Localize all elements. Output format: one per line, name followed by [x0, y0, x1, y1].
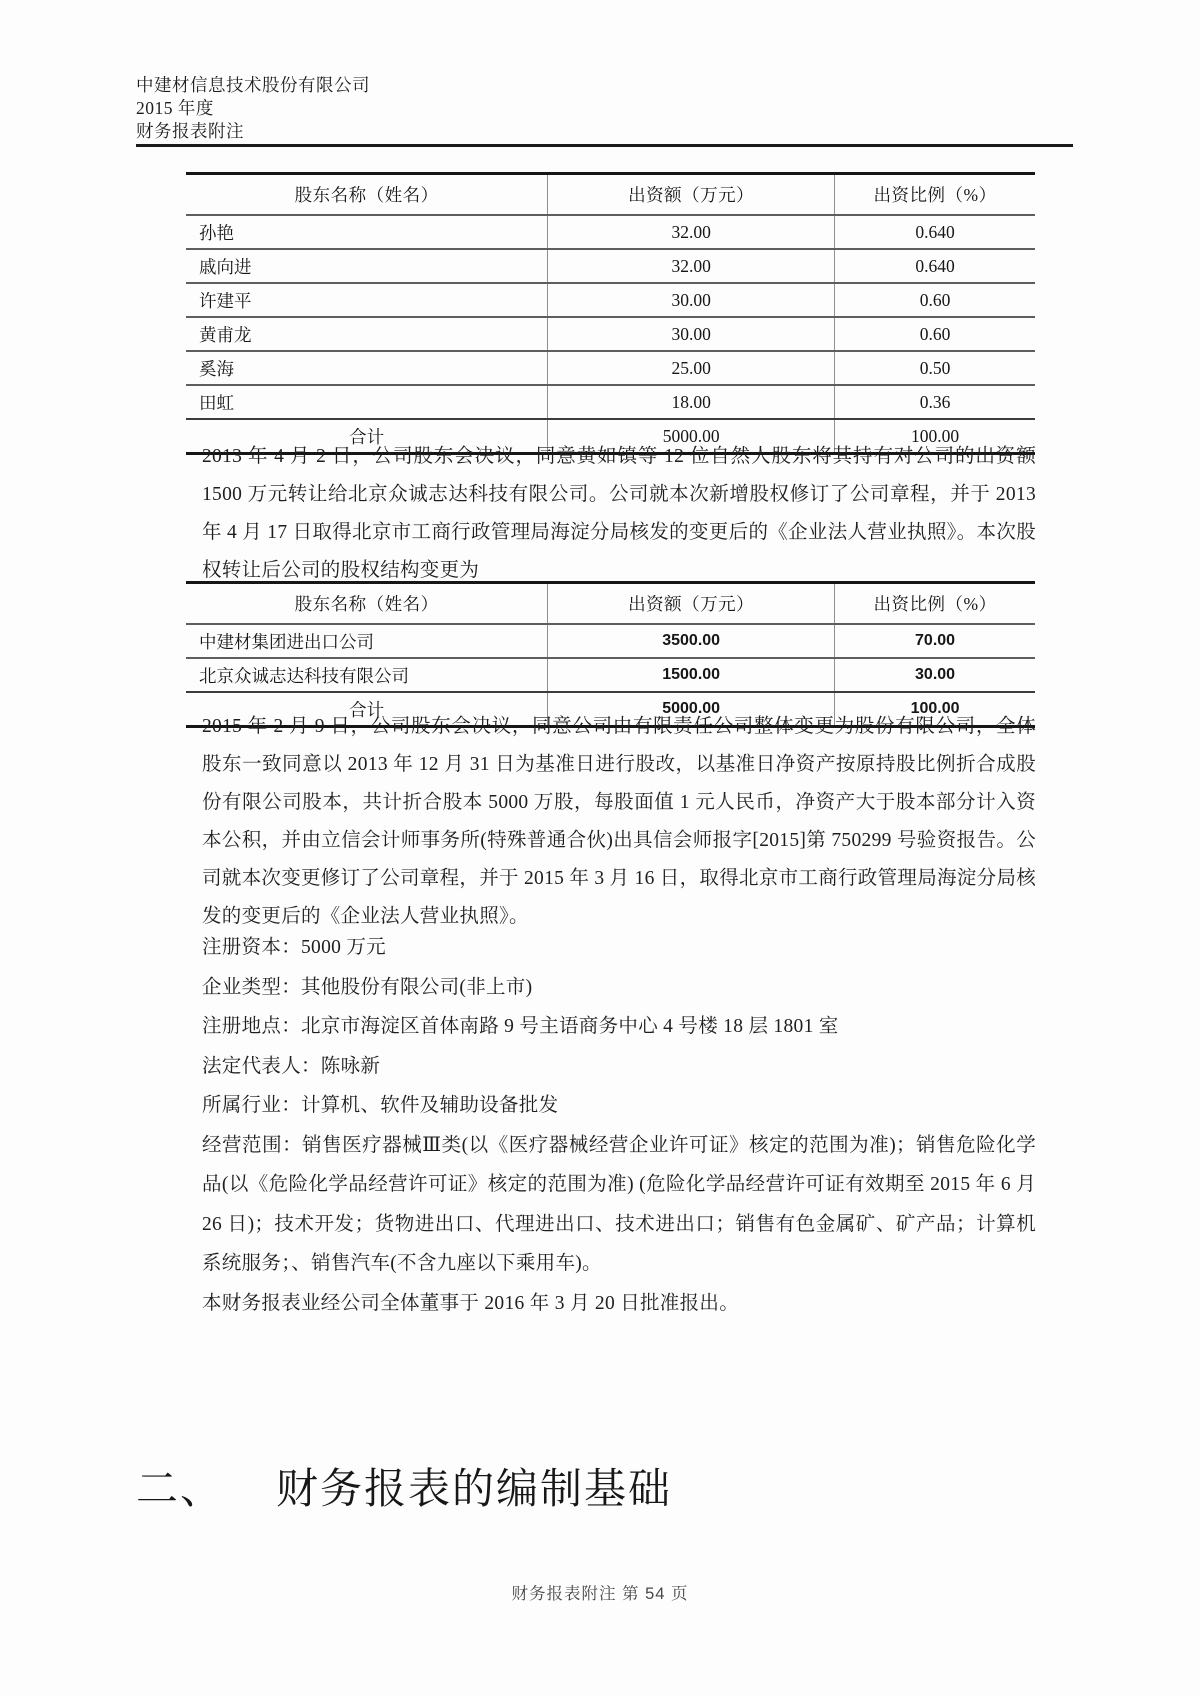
table-row — [186, 317, 1035, 351]
company-registration-info — [202, 928, 1036, 1323]
total-amount: 5000.00 — [548, 419, 835, 454]
col-header-contribution-amount: 出资额（万元） — [548, 583, 835, 625]
shareholder-name: 田虹 — [186, 385, 548, 419]
col-header-shareholder-name: 股东名称（姓名） — [186, 174, 548, 216]
shareholder-table-before-transfer — [186, 172, 1035, 455]
shareholder-name: 孙艳 — [186, 215, 548, 249]
contribution-ratio: 0.640 — [835, 249, 1035, 283]
contribution-amount: 3500.00 — [548, 624, 835, 658]
shareholder-name: 黄甫龙 — [186, 317, 548, 351]
contribution-ratio: 0.50 — [835, 351, 1035, 385]
contribution-amount: 32.00 — [548, 249, 835, 283]
col-header-contribution-ratio: 出资比例（%） — [873, 594, 997, 614]
table-row — [186, 283, 1035, 317]
contribution-ratio: 0.60 — [835, 317, 1035, 351]
info-registered-capital: 注册资本：5000 万元 — [202, 937, 386, 958]
col-header-contribution-amount: 出资额（万元） — [548, 174, 835, 216]
contribution-ratio: 70.00 — [835, 624, 1035, 658]
info-business-scope: 经营范围：销售医疗器械Ⅲ类(以《医疗器械经营企业许可证》核定的范围为准)；销售危险化学品(以《危险化学品经营许可证》核定的范围为准) (危险化学品经营许可证有效期至 2015 年 6 月 26 日)；技术开发；货物进出口、代理进出口、技术进出口；销售有色金属矿、矿产品；计算机系统服务；、销售汽车(不含九座以下乘用车)。 — [202, 1134, 1036, 1274]
doc-title: 财务报表附注 — [136, 121, 244, 141]
shareholder-name: 许建平 — [186, 283, 548, 317]
section-title: 财务报表的编制基础 — [276, 1467, 673, 1513]
col-header-shareholder-name: 股东名称（姓名） — [186, 583, 548, 625]
contribution-amount: 30.00 — [548, 283, 835, 317]
shareholder-table-after-transfer — [186, 581, 1035, 728]
info-industry: 所属行业：计算机、软件及辅助设备批发 — [202, 1095, 559, 1116]
table-row — [186, 624, 1035, 658]
contribution-ratio: 0.36 — [835, 385, 1035, 419]
contribution-amount: 25.00 — [548, 351, 835, 385]
contribution-ratio: 30.00 — [835, 658, 1035, 692]
table-row — [186, 249, 1035, 283]
section-number: 二、 — [136, 1467, 225, 1513]
contribution-amount: 30.00 — [548, 317, 835, 351]
contribution-amount: 1500.00 — [548, 658, 835, 692]
info-legal-representative: 法定代表人：陈咏新 — [202, 1055, 381, 1077]
company-name: 中建材信息技术股份有限公司 — [136, 75, 370, 95]
shareholder-name: 中建材集团进出口公司 — [186, 624, 548, 658]
total-label: 合计 — [186, 419, 548, 454]
table-row — [186, 215, 1035, 249]
contribution-amount: 32.00 — [548, 215, 835, 249]
shareholder-name: 北京众诚志达科技有限公司 — [186, 658, 548, 692]
section-heading — [136, 1456, 672, 1516]
header-rule — [136, 144, 1073, 147]
statement-approval-note: 本财务报表业经公司全体董事于 2016 年 3 月 20 日批准报出。 — [202, 1292, 739, 1314]
total-label: 合计 — [186, 692, 548, 727]
contribution-amount: 18.00 — [548, 385, 835, 419]
contribution-ratio: 0.640 — [835, 215, 1035, 249]
table-header-row — [186, 174, 1035, 216]
total-ratio: 100.00 — [835, 692, 1035, 727]
contribution-ratio: 0.60 — [835, 283, 1035, 317]
col-header-contribution-ratio: 出资比例（%） — [873, 185, 997, 205]
table-header-row — [186, 583, 1035, 625]
table-row — [186, 658, 1035, 692]
table-row — [186, 351, 1035, 385]
paragraph-shareholding-reform-2015: 2015 年 2 月 9 日，公司股东会决议，同意公司由有限责任公司整体变更为股份有限公司，全体股东一致同意以 2013 年 12 月 31 日为基准日进行股改，以基准日净资产按原持股比例折合成股份有限公司股本，共计折合股本 5000 万股，每股面值 1 元人民币，净资产大于股本部分计入资本公积，并由立信会计师事务所(特殊普通合伙)出具信会师报字[2015]第 750299 号验资报告。公司就本次变更修订了公司章程，并于 2015 年 3 月 16 日，取得北京市工商行政管理局海淀分局核发的变更后的《企业法人营业执照》。 — [202, 716, 1036, 927]
shareholder-name: 奚海 — [186, 351, 548, 385]
page-footer: 财务报表附注 第 54 页 — [511, 1585, 689, 1603]
table-row — [186, 385, 1035, 419]
shareholder-name: 戚向进 — [186, 249, 548, 283]
document-header — [136, 74, 370, 143]
total-amount: 5000.00 — [548, 692, 835, 727]
info-registered-address: 注册地点：北京市海淀区首体南路 9 号主语商务中心 4 号楼 18 层 1801 室 — [202, 1016, 839, 1037]
total-ratio: 100.00 — [835, 419, 1035, 454]
info-enterprise-type: 企业类型：其他股份有限公司(非上市) — [202, 976, 533, 998]
paragraph-equity-transfer-2013: 2013 年 4 月 2 日，公司股东会决议，同意黄如镇等 12 位自然人股东将其持有对公司的出资额 1500 万元转让给北京众诚志达科技有限公司。公司就本次新增股权修订了公司章程，并于 2013 年 4 月 17 日取得北京市工商行政管理局海淀分局核发的变更后的《企业法人营业执照》。本次股权转让后公司的股权结构变更为 — [202, 446, 1036, 581]
fiscal-year: 2015 年度 — [136, 98, 214, 118]
